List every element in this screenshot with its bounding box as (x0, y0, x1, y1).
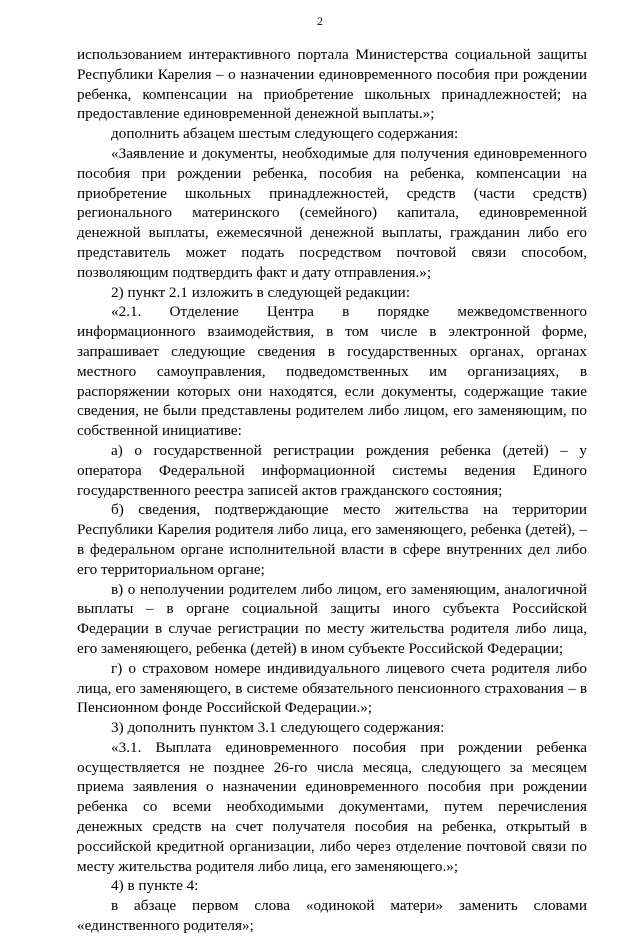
paragraph-3: «Заявление и документы, необходимые для получения единовременного пособия при рождении ребенка, пособия на ребенка, компенсации на приобретение школьных принадлежностей, средств (части средств) регионального материнского (семейного) капитала, единовременной денежной выплаты, ежемесячной денежной выплаты, гражданин либо его представитель может подать посредством почтовой связи способом, позволяющим подтвердить факт и дату отправления.»; (77, 144, 587, 281)
paragraph-7: «3.1. Выплата единовременного пособия при рождении ребенка осуществляется не позднее 26-го числа месяца, следующего за месяцем приема заявления о назначении единовременного пособия при рождении ребенка со всеми необходимыми документами, путем перечисления денежных средств на счет получателя пособия на ребенка, открытый в российской кредитной организации, либо через отделение почтовой связи по месту жительства родителя либо лица, его заменяющего.»; (77, 738, 587, 875)
paragraph-4: 2) пункт 2.1 изложить в следующей редакции: (111, 283, 411, 301)
list-item-a: а) о государственной регистрации рождения ребенка (детей) – у оператора Федеральной информационной системы ведения Единого государственного реестра записей актов гражданского состояния; (77, 441, 587, 499)
paragraph-6: 3) дополнить пунктом 3.1 следующего содержания: (111, 719, 445, 737)
paragraph-2: дополнить абзацем шестым следующего содержания: (111, 125, 459, 143)
list-item-v: в) о неполучении родителем либо лицом, его заменяющим, аналогичной выплаты – в органе социальной защиты иного субъекта Российской Федерации в случае регистрации по месту жительства родителя либо лица, его заменяющего, ребенка (детей) в ином субъекте Российской Федерации; (77, 580, 587, 657)
paragraph-1: использованием интерактивного портала Министерства социальной защиты Республики Карелия – о назначении единовременного пособия при рождении ребенка, компенсации на приобретение школьных принадлежностей; на предоставление единовременной денежной выплаты.»; (77, 46, 587, 123)
list-item-g: г) о страховом номере индивидуального лицевого счета родителя либо лица, его заменяющего, в системе обязательного пенсионного страхования – в Пенсионном фонде Российской Федерации.»; (77, 659, 587, 717)
document-body (77, 45, 587, 936)
list-item-b: б) сведения, подтверждающие место жительства на территории Республики Карелия родителя либо лица, его заменяющего, ребенка (детей), – в федеральном органе исполнительной власти в сфере внутренних дел либо его территориальном органе; (77, 501, 587, 578)
paragraph-8: 4) в пункте 4: (111, 877, 199, 895)
paragraph-5: «2.1. Отделение Центра в порядке межведомственного информационного взаимодействия, в том числе в электронной форме, запрашивает следующие сведения в государственных органах, органах местного самоуправления, подведомственных им организациях, в распоряжении которых они находятся, если документы, содержащие такие сведения, не были представлены родителем либо лицом, его заменяющим, по собственной инициативе: (77, 303, 587, 440)
page-number: 2 (317, 14, 323, 28)
paragraph-9: в абзаце первом слова «одинокой матери» заменить словами «единственного родителя»; (77, 897, 587, 935)
